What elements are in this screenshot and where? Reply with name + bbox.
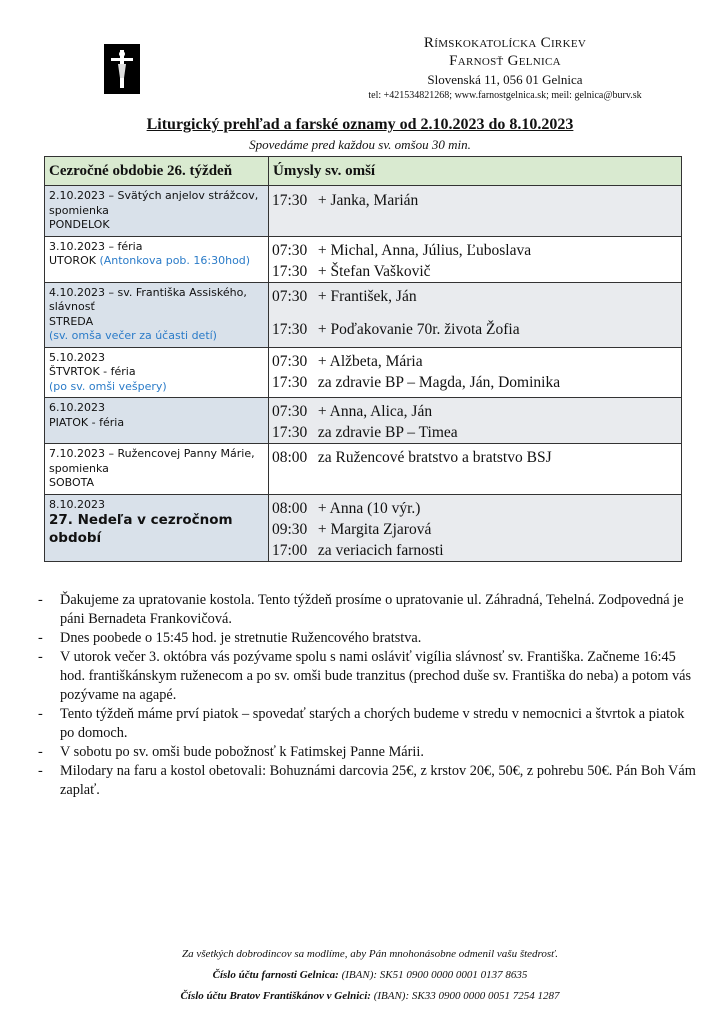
mass-intention: + Anna (10 výr.) [317,499,421,517]
mass-intention: + Janka, Marián [317,192,419,209]
notice-text: V sobotu po sv. omši bude pobožnosť k Fatimskej Panne Márii. [60,744,424,760]
table-header-row [45,157,682,186]
mass-cell [269,282,682,347]
mass-time: 17:30 [272,320,308,338]
mass-time: 08:00 [272,449,308,467]
day-name-line [49,254,264,269]
day-note: (sv. omša večer za účasti detí) [49,329,217,343]
mass-time: 17:30 [272,373,308,391]
account-2-label: Číslo účtu Bratov Františkánov v Gelnici: [180,990,371,1002]
day-date: 6.10.2023 [49,401,105,415]
day-name: STREDA [49,314,94,328]
mass-time: 17:30 [272,424,308,442]
account-2-iban: (IBAN): SK33 0900 0000 0051 7254 1287 [373,990,560,1002]
page-footer [120,944,620,1007]
parish-contact: tel: +421534821268; www.farnostgelnica.sk; meil: gelnica@burv.sk [368,89,642,101]
day-cell [45,347,269,398]
day-name: ŠTVRTOK - féria [49,365,136,379]
page-title: Liturgický prehľad a farské oznamy od 2.10.2023 do 8.10.2023 [146,116,574,133]
mass-line [269,348,681,372]
mass-intention: + Michal, Anna, Július, Ľuboslava [317,241,532,259]
mass-cell [269,444,682,495]
bullet-dash: - [38,630,43,646]
mass-intention: + František, Ján [317,287,417,305]
account-1-label: Číslo účtu farnosti Gelnica: [212,969,339,981]
day-name: 27. Nedeľa v cezročnom období [49,512,233,547]
mass-line [269,444,681,468]
day-date: 8.10.2023 [49,497,105,511]
day-cell [45,444,269,495]
parish-address: Slovenská 11, 056 01 Gelnica [427,72,583,87]
confession-note: Spovedáme pred každou sv. omšou 30 min. [249,137,471,152]
crucifix-icon [104,44,140,94]
list-item [38,648,698,705]
day-cell [45,398,269,444]
mass-intention: za Ružencové bratstvo a bratstvo BSJ [317,449,552,467]
mass-time: 07:30 [272,352,308,370]
day-date: 7.10.2023 – Ružencovej Panny Márie, [49,447,255,461]
day-cell [45,494,269,561]
mass-line [269,372,681,393]
mass-time: 07:30 [272,403,308,421]
list-item [38,743,698,762]
parish-header [320,34,690,102]
list-item [38,705,698,743]
mass-intention: + Margita Zjarová [317,520,432,538]
mass-intention: + Štefan Vaškovič [317,262,431,280]
notice-text: Ďakujeme za upratovanie kostola. Tento týždeň prosíme o upratovanie ul. Záhradná, Tehelná. Zodpovedná je páni Bernadeta Frankovičová. [60,592,684,627]
day-note: (po sv. omši vešpery) [49,379,167,393]
mass-time: 07:30 [272,241,308,259]
list-item [38,591,698,629]
table-row [45,236,682,282]
mass-line [269,237,681,261]
day-cell [45,236,269,282]
mass-line [269,261,681,282]
day-name: UTOROK [49,254,96,268]
bullet-dash: - [38,592,43,608]
day-date: 2.10.2023 – Svätých anjelov strážcov, [49,189,259,202]
notice-text: V utorok večer 3. októbra vás pozývame spolu s nami osláviť vigília slávnosť sv. Františka. Začneme 16:45 hod. františkánskym ruženecom a po sv. omši bude tranzitus (prechod duše sv. Františka do neba) a potom vás pozývame na agapé. [60,649,692,703]
bullet-dash: - [38,649,43,665]
footer-prayer-note: Za všetkých dobrodincov sa modlíme, aby Pán mnohonásobne odmenil vašu štedrosť. [182,948,558,960]
day-feast: slávnosť [49,300,95,314]
day-date: 5.10.2023 [49,350,105,364]
mass-time: 17:00 [272,541,308,559]
table-row [45,444,682,495]
mass-line [269,519,681,540]
mass-intention: + Alžbeta, Mária [317,352,423,370]
table-row [45,347,682,398]
day-note: (Antonkova pob. 16:30hod) [99,254,251,268]
mass-line [269,422,681,443]
table-row [45,398,682,444]
day-name: PONDELOK [49,218,110,232]
list-item [38,629,698,648]
mass-cell [269,347,682,398]
col-header-period: Cezročné obdobie 26. týždeň [45,157,269,186]
mass-cell [269,186,682,237]
footer-account-2 [120,986,620,1007]
mass-line [269,540,681,561]
mass-cell [269,398,682,444]
org-name-line1: Rímskokatolícka Cirkev [423,35,587,51]
mass-cell [269,236,682,282]
day-cell [45,282,269,347]
bullet-dash: - [38,744,43,760]
liturgy-schedule-table [44,156,682,562]
mass-intention: za zdravie BP – Timea [317,424,458,442]
mass-intention: za zdravie BP – Magda, Ján, Dominika [317,373,561,391]
bullet-dash: - [38,706,43,722]
day-feast: spomienka [49,461,109,475]
notice-text: Dnes poobede o 15:45 hod. je stretnutie Ružencového bratstva. [60,630,422,646]
notice-text: Tento týždeň máme prví piatok – spovedať starých a chorých budeme v stredu v nemocnici a štvrtok a piatok po domoch. [60,706,685,741]
mass-line [269,186,681,211]
mass-line [269,283,681,307]
parish-notices [38,591,698,800]
table-row [45,494,682,561]
mass-time: 07:30 [272,287,308,305]
table-row [45,282,682,347]
mass-time: 08:00 [272,499,308,517]
mass-line [269,398,681,422]
list-item [38,762,698,800]
day-name: SOBOTA [49,476,95,490]
bullet-dash: - [38,763,43,779]
day-date: 4.10.2023 – sv. Františka Assiského, [49,285,247,299]
table-row [45,186,682,237]
mass-cell [269,494,682,561]
mass-intention: + Anna, Alica, Ján [317,403,433,421]
mass-line [269,495,681,519]
col-header-intentions: Úmysly sv. omší [269,157,682,186]
mass-intention: + Poďakovanie 70r. života Žofia [317,320,520,338]
footer-account-1 [120,965,620,986]
notice-text: Milodary na faru a kostol obetovali: Bohuznámi darcovia 25€, z krstov 20€, 50€, z pohrebu 50€. Pán Boh Vám zaplať. [60,763,696,798]
mass-line [269,319,681,340]
account-1-iban: (IBAN): SK51 0900 0000 0001 0137 8635 [341,969,528,981]
mass-intention: za veriacich farnosti [317,541,444,559]
spacer [269,307,681,319]
day-cell [45,186,269,237]
day-feast: spomienka [49,203,109,217]
mass-time: 17:30 [272,192,308,209]
day-date: 3.10.2023 – féria [49,239,143,253]
mass-time: 09:30 [272,520,308,538]
org-name-line2: Farnosť Gelnica [449,53,561,69]
mass-time: 17:30 [272,262,308,280]
parish-logo-crucifix [104,44,140,94]
day-name: PIATOK - féria [49,415,125,429]
